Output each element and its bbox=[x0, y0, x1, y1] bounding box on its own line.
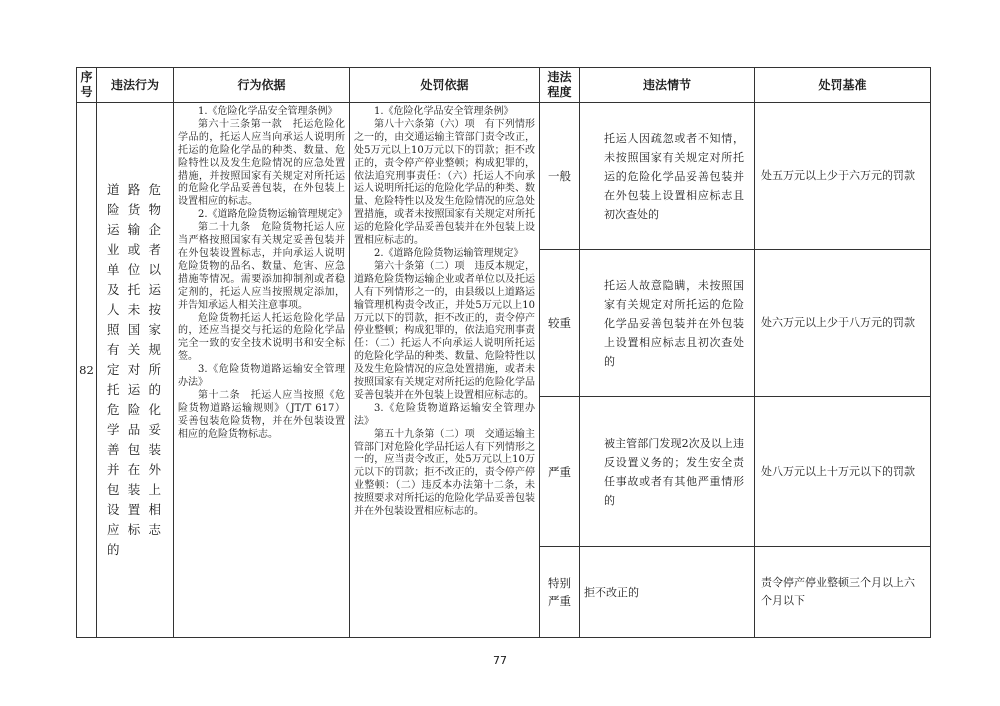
circumstance-cell: 被主管部门发现2次及以上违反设置义务的；发生安全责任事故或者有其他严重情形的 bbox=[580, 397, 755, 547]
standard-cell: 处六万元以上少于八万元的罚款 bbox=[755, 250, 931, 397]
penalty-paragraph: 第八十六条第（六）项 有下列情形之一的，由交通运输主管部门责令改正，处5万元以上10万元以下的罚款；拒不改正的，责令停产停业整顿；构成犯罪的，依法追究刑事责任：（六）托运人不向承运人说明所托运的危险化学品的种类、数量、危险特性以及发生危险情况的应急处置措施，或者未按照国家有关规定对所托运的危险化学品妥善包装并在外包装上设置相应标志的。 bbox=[354, 118, 535, 247]
basis-paragraph: 第十二条 托运人应当按照《危险货物道路运输规则》（JT/T 617）妥善包装危险货物，并在外包装设置相应的危险货物标志。 bbox=[178, 389, 345, 440]
basis-paragraph: 2.《道路危险货物运输管理规定》 bbox=[198, 209, 348, 221]
penalty-paragraph: 第五十九条第（二）项 交通运输主管部门对危险化学品托运人有下列情形之一的，应当责令改正，处5万元以上10万元以下的罚款；拒不改正的，责令停产停业整顿：（二）违反本办法第十二条，未按照要求对所托运的危险化学品妥善包装并在外包装设置相应标志的。 bbox=[354, 428, 535, 518]
header-seq: 序号 bbox=[77, 68, 97, 103]
standard-cell: 责令停产停业整顿三个月以上六个月以下 bbox=[755, 547, 931, 638]
circumstance-cell: 托运人因疏忽或者不知情，未按照国家有关规定对所托运的危险化学品妥善包装并在外包装上设置相应标志且初次查处的 bbox=[580, 103, 755, 250]
violation-behavior: 道路危险货物运输企业或者单位以及托运人未按照国家有关规定对所托运的危险化学品妥善包装并在外包装上设置相应标志的 bbox=[97, 103, 174, 638]
penalty-basis-cell bbox=[350, 103, 540, 638]
penalty-paragraph: 2.《道路危险货物运输管理规定》 bbox=[374, 247, 524, 259]
degree-cell: 特别严重 bbox=[540, 547, 580, 638]
table-row bbox=[77, 103, 931, 250]
penalty-paragraph: 1.《危险化学品安全管理条例》 bbox=[374, 106, 514, 117]
penalty-paragraph: 第六十条第（二）项 违反本规定，道路危险货物运输企业或者单位以及托运人有下列情形之一的，由县级以上道路运输管理机构责令改正，并处5万元以上10万元以下的罚款，拒不改正的，责令停产停业整顿；构成犯罪的，依法追究刑事责任：（二）托运人不向承运人说明所托运的危险化学品的种类、数量、危险特性以及发生危险情况的应急处置措施，或者未按照国家有关规定对所托运的危险化学品妥善包装并在外包装上设置相应标志的。 bbox=[354, 260, 535, 401]
standard-cell: 处五万元以上少于六万元的罚款 bbox=[755, 103, 931, 250]
header-standard: 处罚基准 bbox=[755, 68, 931, 103]
header-circumstance: 违法情节 bbox=[580, 68, 755, 103]
behavior-basis-cell bbox=[174, 103, 350, 638]
penalty-standard-table bbox=[76, 67, 931, 638]
degree-cell: 一般 bbox=[540, 103, 580, 250]
penalty-paragraph: 3.《危险货物道路运输安全管理办法》 bbox=[354, 402, 535, 427]
header-degree: 违法程度 bbox=[540, 68, 580, 103]
degree-cell: 严重 bbox=[540, 397, 580, 547]
basis-paragraph: 第六十三条第一款 托运危险化学品的，托运人应当向承运人说明所托运的危险化学品的种类、数量、危险特性以及发生危险情况的应急处置措施，并按照国家有关规定对所托运的危险化学品妥善包装，在外包装上设置相应的标志。 bbox=[178, 118, 345, 208]
circumstance-cell: 拒不改正的 bbox=[580, 547, 755, 638]
circumstance-cell: 托运人故意隐瞒，未按照国家有关规定对所托运的危险化学品妥善包装并在外包装上设置相应标志且初次查处的 bbox=[580, 250, 755, 397]
standard-cell: 处八万元以上十万元以下的罚款 bbox=[755, 397, 931, 547]
basis-paragraph: 第二十九条 危险货物托运人应当严格按照国家有关规定妥善包装并在外包装设置标志，并向承运人说明危险货物的品名、数量、危害、应急措施等情况。需要添加抑制剂或者稳定剂的，托运人应当按照规定添加，并告知承运人相关注意事项。 bbox=[178, 222, 345, 311]
row-number: 82 bbox=[77, 103, 97, 638]
degree-cell: 较重 bbox=[540, 250, 580, 397]
header-row bbox=[77, 68, 931, 103]
header-basis: 行为依据 bbox=[174, 68, 350, 103]
basis-paragraph: 危险货物托运人托运危险化学品的，还应当提交与托运的危险化学品完全一致的安全技术说明书和安全标签。 bbox=[178, 312, 345, 363]
header-penalty-basis: 处罚依据 bbox=[350, 68, 540, 103]
basis-paragraph: 3.《危险货物道路运输安全管理办法》 bbox=[178, 364, 345, 389]
basis-paragraph: 1.《危险化学品安全管理条例》 bbox=[198, 106, 338, 117]
header-behavior: 违法行为 bbox=[97, 68, 174, 103]
page-number: 77 bbox=[493, 654, 507, 667]
